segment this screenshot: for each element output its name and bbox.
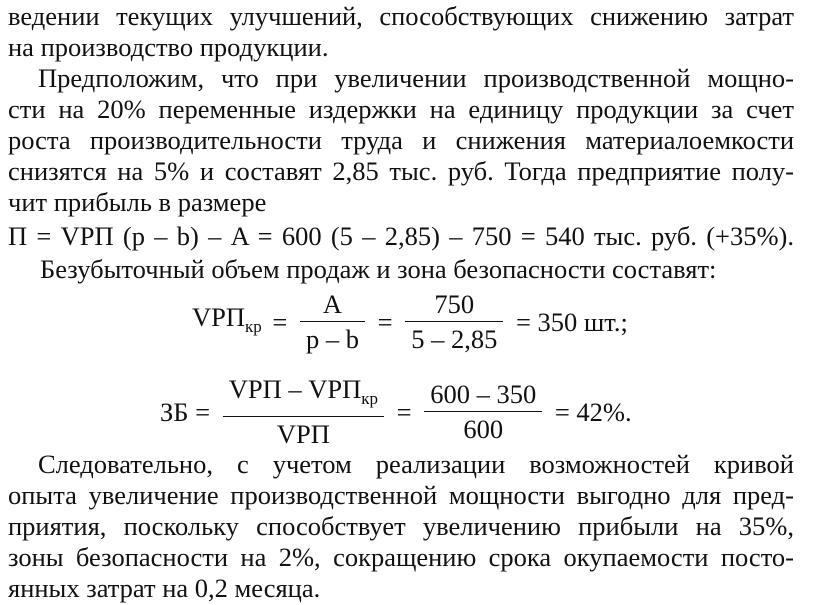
text-line-7: чит прибыль в размере	[8, 187, 267, 217]
break-even-result: = 350 шт.;	[515, 306, 628, 337]
fraction-numerator: A	[300, 289, 365, 322]
text-line-13: зоны безопасности на 2%, сокращению срока окупаемости посто-	[8, 542, 794, 572]
fraction-vrp-difference-over-vrp	[223, 374, 384, 449]
fraction-denominator: 5 – 2,85	[411, 324, 498, 354]
fraction-a-over-p-minus-b	[300, 289, 365, 354]
safety-zone-formula	[158, 374, 634, 449]
fraction-numerator: 600 – 350	[424, 379, 542, 412]
fraction-denominator: VPП	[276, 419, 330, 449]
text-line-9: Безубыточный объем продаж и зона безопасности составят:	[40, 254, 717, 284]
profit-equation: П = VPП (p – b) – A = 600 (5 – 2,85) – 750 = 540 тыс. руб. (+35%).	[8, 221, 794, 251]
text-line-11: опыта увеличение производственной мощности выгодно для пред-	[8, 480, 794, 510]
fraction-600-minus-350-over-600	[424, 379, 542, 444]
text-line-1: ведении текущих улучшений, способствующих снижению затрат	[8, 1, 794, 31]
break-even-lhs: $VPП_{кр}$	[192, 301, 262, 336]
safety-zone-lhs: ЗБ =	[160, 396, 211, 427]
text-line-10: Следовательно, с учетом реализации возможностей кривой	[38, 449, 794, 479]
fraction-numerator: VPП – $VPП_{кр}$	[223, 374, 384, 417]
text-line-3: Предположим, что при увеличении производственной мощно-	[38, 63, 794, 93]
safety-zone-result: = 42%.	[554, 396, 632, 427]
fraction-750-over-5-minus-2-85	[405, 289, 503, 354]
equals-sign: =	[396, 396, 412, 427]
break-even-formula	[190, 289, 630, 354]
text-line-5: роста производительности труда и снижения материалоемкости	[8, 125, 794, 155]
fraction-denominator: 600	[463, 414, 504, 444]
text-line-6: снизятся на 5% и составят 2,85 тыс. руб. Тогда предприятие полу-	[8, 156, 794, 186]
text-line-14: янных затрат на 0,2 месяца.	[8, 573, 321, 603]
fraction-denominator: p – b	[305, 324, 359, 354]
fraction-numerator: 750	[405, 289, 503, 322]
equals-sign: =	[377, 306, 393, 337]
text-line-2: на производство продукции.	[8, 32, 329, 62]
text-line-12: приятия, поскольку способствует увеличению прибыли на 35%,	[8, 511, 794, 541]
equals-sign: =	[272, 306, 288, 337]
text-line-4: сти на 20% переменные издержки на единицу продукции за счет	[8, 94, 794, 124]
